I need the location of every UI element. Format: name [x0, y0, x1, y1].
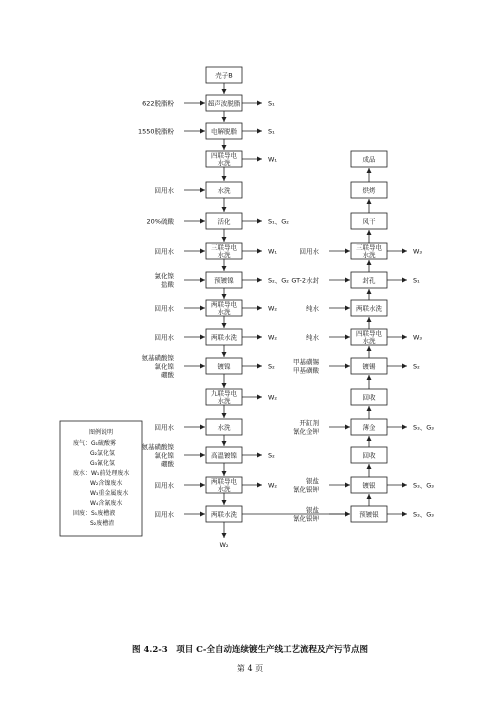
- pollutant-label: W₂: [268, 333, 278, 342]
- pollutant-label: S₁: [413, 276, 420, 285]
- process-label: 壳子B: [215, 71, 233, 80]
- process-label: 活化: [217, 217, 231, 226]
- process-step: [138, 123, 275, 139]
- legend-frame: [60, 421, 142, 536]
- pollutant-label: W₂: [268, 393, 278, 402]
- process-label: 镀镍: [217, 362, 231, 371]
- pollutant-label: W₁: [268, 247, 278, 256]
- input-material-label: 回用水: [154, 304, 174, 313]
- input-material-label: 氯化镍: [154, 272, 174, 281]
- process-step: [300, 243, 423, 259]
- process-label: 水洗: [362, 251, 376, 260]
- process-label: 水洗: [217, 186, 231, 195]
- process-label: 水洗: [362, 337, 376, 346]
- process-step: [155, 329, 278, 345]
- process-step: [293, 357, 420, 375]
- input-material-label: 20%硫酸: [146, 217, 174, 226]
- left-process-chain: [138, 67, 289, 522]
- process-label: 烘烤: [362, 186, 376, 195]
- process-label: 两联水洗: [211, 510, 237, 519]
- pollutant-label: S₁、G₂: [268, 217, 289, 226]
- pollutant-label: W₃: [413, 247, 423, 256]
- process-label: 预镀镍: [214, 276, 234, 285]
- input-material-label: 1550脱脂粉: [137, 127, 174, 136]
- input-material-label: 回用水: [299, 247, 319, 256]
- page-number: 第 4 页: [236, 664, 264, 673]
- legend-line: S₂废槽渣: [90, 520, 115, 527]
- input-material-label: 氰化金钾: [293, 427, 319, 436]
- process-step: [293, 476, 434, 494]
- input-material-label: 回用水: [154, 247, 174, 256]
- input-material-label: 纯水: [306, 304, 319, 313]
- process-label: 镀锡: [362, 362, 376, 371]
- legend-line: G₂氯化氢: [90, 450, 116, 457]
- legend-line: W₂含镍废水: [90, 480, 123, 487]
- input-material-label: 回用水: [154, 423, 174, 432]
- process-step: [206, 151, 277, 168]
- input-material-label: 硼酸: [161, 459, 174, 468]
- process-step: [142, 442, 276, 468]
- process-step: [142, 95, 275, 111]
- pollutant-label: S₃、G₃: [413, 481, 434, 490]
- figure-caption: 图 4.2-3 项目 C-全自动连续镀生产线工艺流程及产污节点图: [132, 645, 368, 655]
- legend-line: G₃氰化氢: [90, 460, 116, 467]
- pollutant-label: S₂: [413, 362, 420, 371]
- process-label: 预镀银: [359, 510, 379, 519]
- pollutant-label: S₃、G₃: [413, 510, 434, 519]
- process-step: [351, 151, 387, 167]
- pollutant-label: W₂: [268, 304, 278, 313]
- input-material-label: 硼酸: [161, 370, 174, 379]
- input-material-label: 甲基磺酸: [293, 366, 319, 375]
- pollutant-label: S₂、G₂: [268, 276, 289, 285]
- process-label: 两联水洗: [356, 304, 382, 313]
- process-step: [293, 418, 434, 436]
- process-label: 成品: [362, 155, 376, 164]
- input-material-label: 622脱脂粉: [142, 99, 174, 108]
- input-material-label: 回用水: [154, 333, 174, 342]
- process-step: [291, 272, 420, 288]
- legend-line: 废气：G₁硫酸雾: [73, 440, 117, 447]
- process-label: 四联导电: [356, 329, 382, 338]
- pollutant-label: S₁: [268, 127, 275, 136]
- input-material-label: 银盐: [306, 477, 319, 486]
- input-material-label: 回用水: [154, 481, 174, 490]
- input-material-label: 回用水: [154, 510, 174, 519]
- process-step: [155, 506, 243, 522]
- process-label: 超声波脱脂: [207, 99, 241, 108]
- process-step: [351, 182, 387, 198]
- pollutant-label: W₁: [268, 155, 278, 164]
- input-material-label: 氰化银钾: [293, 514, 319, 523]
- process-step: [306, 300, 387, 316]
- process-step: [155, 419, 243, 435]
- process-step: [155, 300, 278, 317]
- pollutant-label: W₃: [413, 333, 423, 342]
- process-step: [142, 353, 276, 379]
- pollutant-label: S₂: [268, 362, 275, 371]
- process-step: [206, 67, 242, 83]
- process-step: [351, 447, 387, 463]
- process-step: [155, 477, 278, 494]
- process-step: [306, 329, 422, 346]
- process-label: 四联导电: [211, 151, 237, 160]
- process-step: [351, 389, 387, 405]
- process-label: 三联导电: [356, 243, 382, 252]
- process-label: 水洗: [217, 423, 231, 432]
- final-wastewater-label: W₂: [219, 541, 229, 549]
- input-material-label: 氨基磺酸镍: [141, 353, 174, 362]
- input-material-label: 氯化镍: [154, 451, 174, 460]
- input-material-label: 氰化银钾: [293, 485, 319, 494]
- process-label: 水洗: [217, 308, 231, 317]
- process-step: [147, 213, 290, 229]
- process-label: 水洗: [217, 251, 231, 260]
- process-label: 高温镀镍: [211, 451, 237, 460]
- process-label: 电解脱脂: [211, 127, 237, 136]
- process-label: 三联导电: [211, 243, 237, 252]
- input-material-label: 银盐: [306, 506, 319, 515]
- process-label: 封孔: [362, 276, 376, 285]
- process-label: 回收: [362, 393, 376, 402]
- input-material-label: 盐酸: [161, 280, 174, 289]
- process-label: 薄金: [362, 423, 376, 432]
- pollutant-label: S₁: [268, 99, 275, 108]
- process-label: 水洗: [217, 159, 231, 168]
- legend-line: W₄含氰废水: [90, 500, 123, 507]
- legend-line: W₃重金属废水: [90, 490, 129, 497]
- input-material-label: 纯水: [306, 333, 319, 342]
- process-label: 两联导电: [211, 477, 237, 486]
- legend-box: [60, 421, 142, 536]
- process-label: 回收: [362, 451, 376, 460]
- process-step: [206, 389, 277, 406]
- process-label: 风干: [362, 217, 376, 226]
- process-label: 水洗: [217, 485, 231, 494]
- process-label: 镀银: [362, 481, 376, 490]
- process-step: [155, 182, 243, 198]
- process-step: [155, 243, 278, 259]
- legend-line: 废水：W₁前处理废水: [73, 470, 130, 477]
- process-step: [155, 271, 290, 289]
- pollutant-label: S₃、G₃: [413, 423, 434, 432]
- process-label: 两联导电: [211, 300, 237, 309]
- process-label: 九联导电: [211, 389, 237, 398]
- right-process-chain: [291, 151, 434, 523]
- input-material-label: 氯化镍: [154, 362, 174, 371]
- legend-line: 固废：S₁废槽液: [73, 510, 116, 517]
- pollutant-label: W₂: [268, 481, 278, 490]
- process-label: 水洗: [217, 397, 231, 406]
- pollutant-label: S₂: [268, 451, 275, 460]
- input-material-label: 回用水: [154, 186, 174, 195]
- process-step: [351, 213, 387, 229]
- input-material-label: 氨基磺酸镍: [141, 442, 174, 451]
- input-material-label: 甲基磺锡: [293, 358, 319, 367]
- input-material-label: 开缸剂: [299, 419, 319, 428]
- process-label: 两联水洗: [211, 333, 237, 342]
- input-material-label: GT-2水封: [291, 276, 319, 285]
- legend-title: 图例说明: [88, 429, 114, 436]
